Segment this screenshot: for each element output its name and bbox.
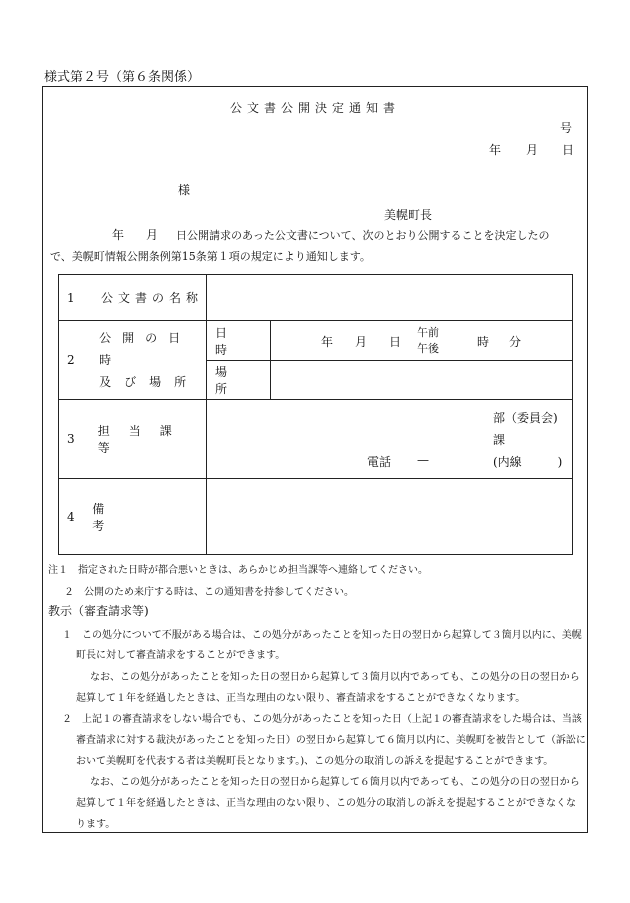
teaching-p1-line2: 町長に対して審査請求をすることができます。 [76,650,286,661]
teaching-p1-line1: １ この処分について不服がある場合は、この処分があったことを知った日の翌日から起算して３箇月以内に、美幌 [62,630,582,641]
issuer-name: 美幌町長 [384,208,433,222]
extension-field: (内線 ) [493,455,563,469]
body-text-line2: で、美幌町情報公開条例第15条第１項の規定により通知します。 [50,250,371,263]
teaching-p2-line5: 起算して１年を経過したときは、正当な理由のない限り、この処分の取消しの訴えを提起することができなくな [76,798,576,809]
dt-minute: 分 [509,335,522,349]
document-name-value[interactable] [207,275,573,321]
body-year: 年 [112,228,125,242]
dt-am: 午前 [417,326,439,339]
teaching-p2-line4: なお、この処分があったことを知った日の翌日から起算して６箇月以内であっても、この処分の日の翌日から [90,777,580,788]
table-row [59,479,573,555]
table-row [59,275,573,321]
table-row [59,400,573,479]
teaching-p1-line3: なお、この処分があったことを知った日の翌日から起算して３箇月以内であっても、この処分の日の翌日から [90,672,580,683]
teaching-title: 教示（審査請求等) [48,604,149,618]
note-1: 注１ 指定された日時が都合悪いときは、あらかじめ担当課等へ連絡してください。 [48,565,428,576]
date-day: 日 [562,143,575,157]
row2-number: 2 [67,353,75,367]
dt-pm: 午後 [417,342,439,355]
row3-label-cell [59,400,207,479]
place-label: 場所 [215,365,246,396]
dt-hour: 時 [477,335,490,349]
teaching-p2-line6: ります。 [76,819,116,830]
teaching-p2-line2: 審査請求に対する裁決があったことを知った日）の翌日から起算して６箇月以内に、美幌町を被告として（訴訟に [76,735,586,746]
row1-label: 公文書の名称 [101,291,204,305]
form-number-label: 様式第２号（第６条関係） [44,70,201,85]
table-row [59,321,573,361]
row4-label-cell [59,479,207,555]
datetime-value-cell[interactable] [271,321,573,361]
place-label-cell [207,361,271,400]
row1-number: 1 [67,290,75,305]
dt-day: 日 [389,335,402,349]
date-year: 年 [489,143,502,157]
row3-number: 3 [67,432,75,446]
row1-label-cell [59,275,207,321]
place-value-cell[interactable] [271,361,573,400]
datetime-label-cell [207,321,271,361]
row3-label: 担当課等 [97,424,191,455]
addressee-suffix: 様 [178,183,191,197]
remarks-value-cell[interactable] [207,479,573,555]
row2-label-cell [59,321,207,400]
phone-dash: — [417,453,429,467]
department-value-cell[interactable] [207,400,573,479]
body-month: 月 [146,228,159,242]
phone-label: 電話 [367,455,392,469]
body-text-line1: 日公開請求のあった公文書について、次のとおり公開することを決定したの [176,229,550,242]
teaching-p2-line1: ２ 上記１の審査請求をしない場合でも、この処分があったことを知った日（上記１の審査請求をした場合は、当該 [62,714,582,725]
row2-label-line1: 公開の日時 [99,331,192,367]
section-field: 課 [493,433,506,447]
teaching-p1-line4: 起算して１年を経過したときは、正当な理由のない限り、審査請求をすることができなくなります。 [76,693,526,704]
department-field: 部（委員会) [493,411,558,425]
dt-month: 月 [355,335,368,349]
row2-label-line2: 及び場所 [99,375,200,389]
row4-label: 備考 [92,501,179,533]
document-number: 号 [560,121,573,135]
row4-number: 4 [67,509,75,524]
dt-year: 年 [321,335,334,349]
note-2: ２ 公開のため来庁する時は、この通知書を持参してください。 [64,587,354,598]
document-title: 公文書公開決定通知書 [229,101,400,115]
disclosure-table [58,274,573,555]
teaching-p2-line3: おいて美幌町を代表する者は美幌町長となります。)、この処分の取消しの訴えを提起することができます。 [76,756,554,767]
datetime-label: 日時 [215,325,246,357]
date-month: 月 [526,143,539,157]
